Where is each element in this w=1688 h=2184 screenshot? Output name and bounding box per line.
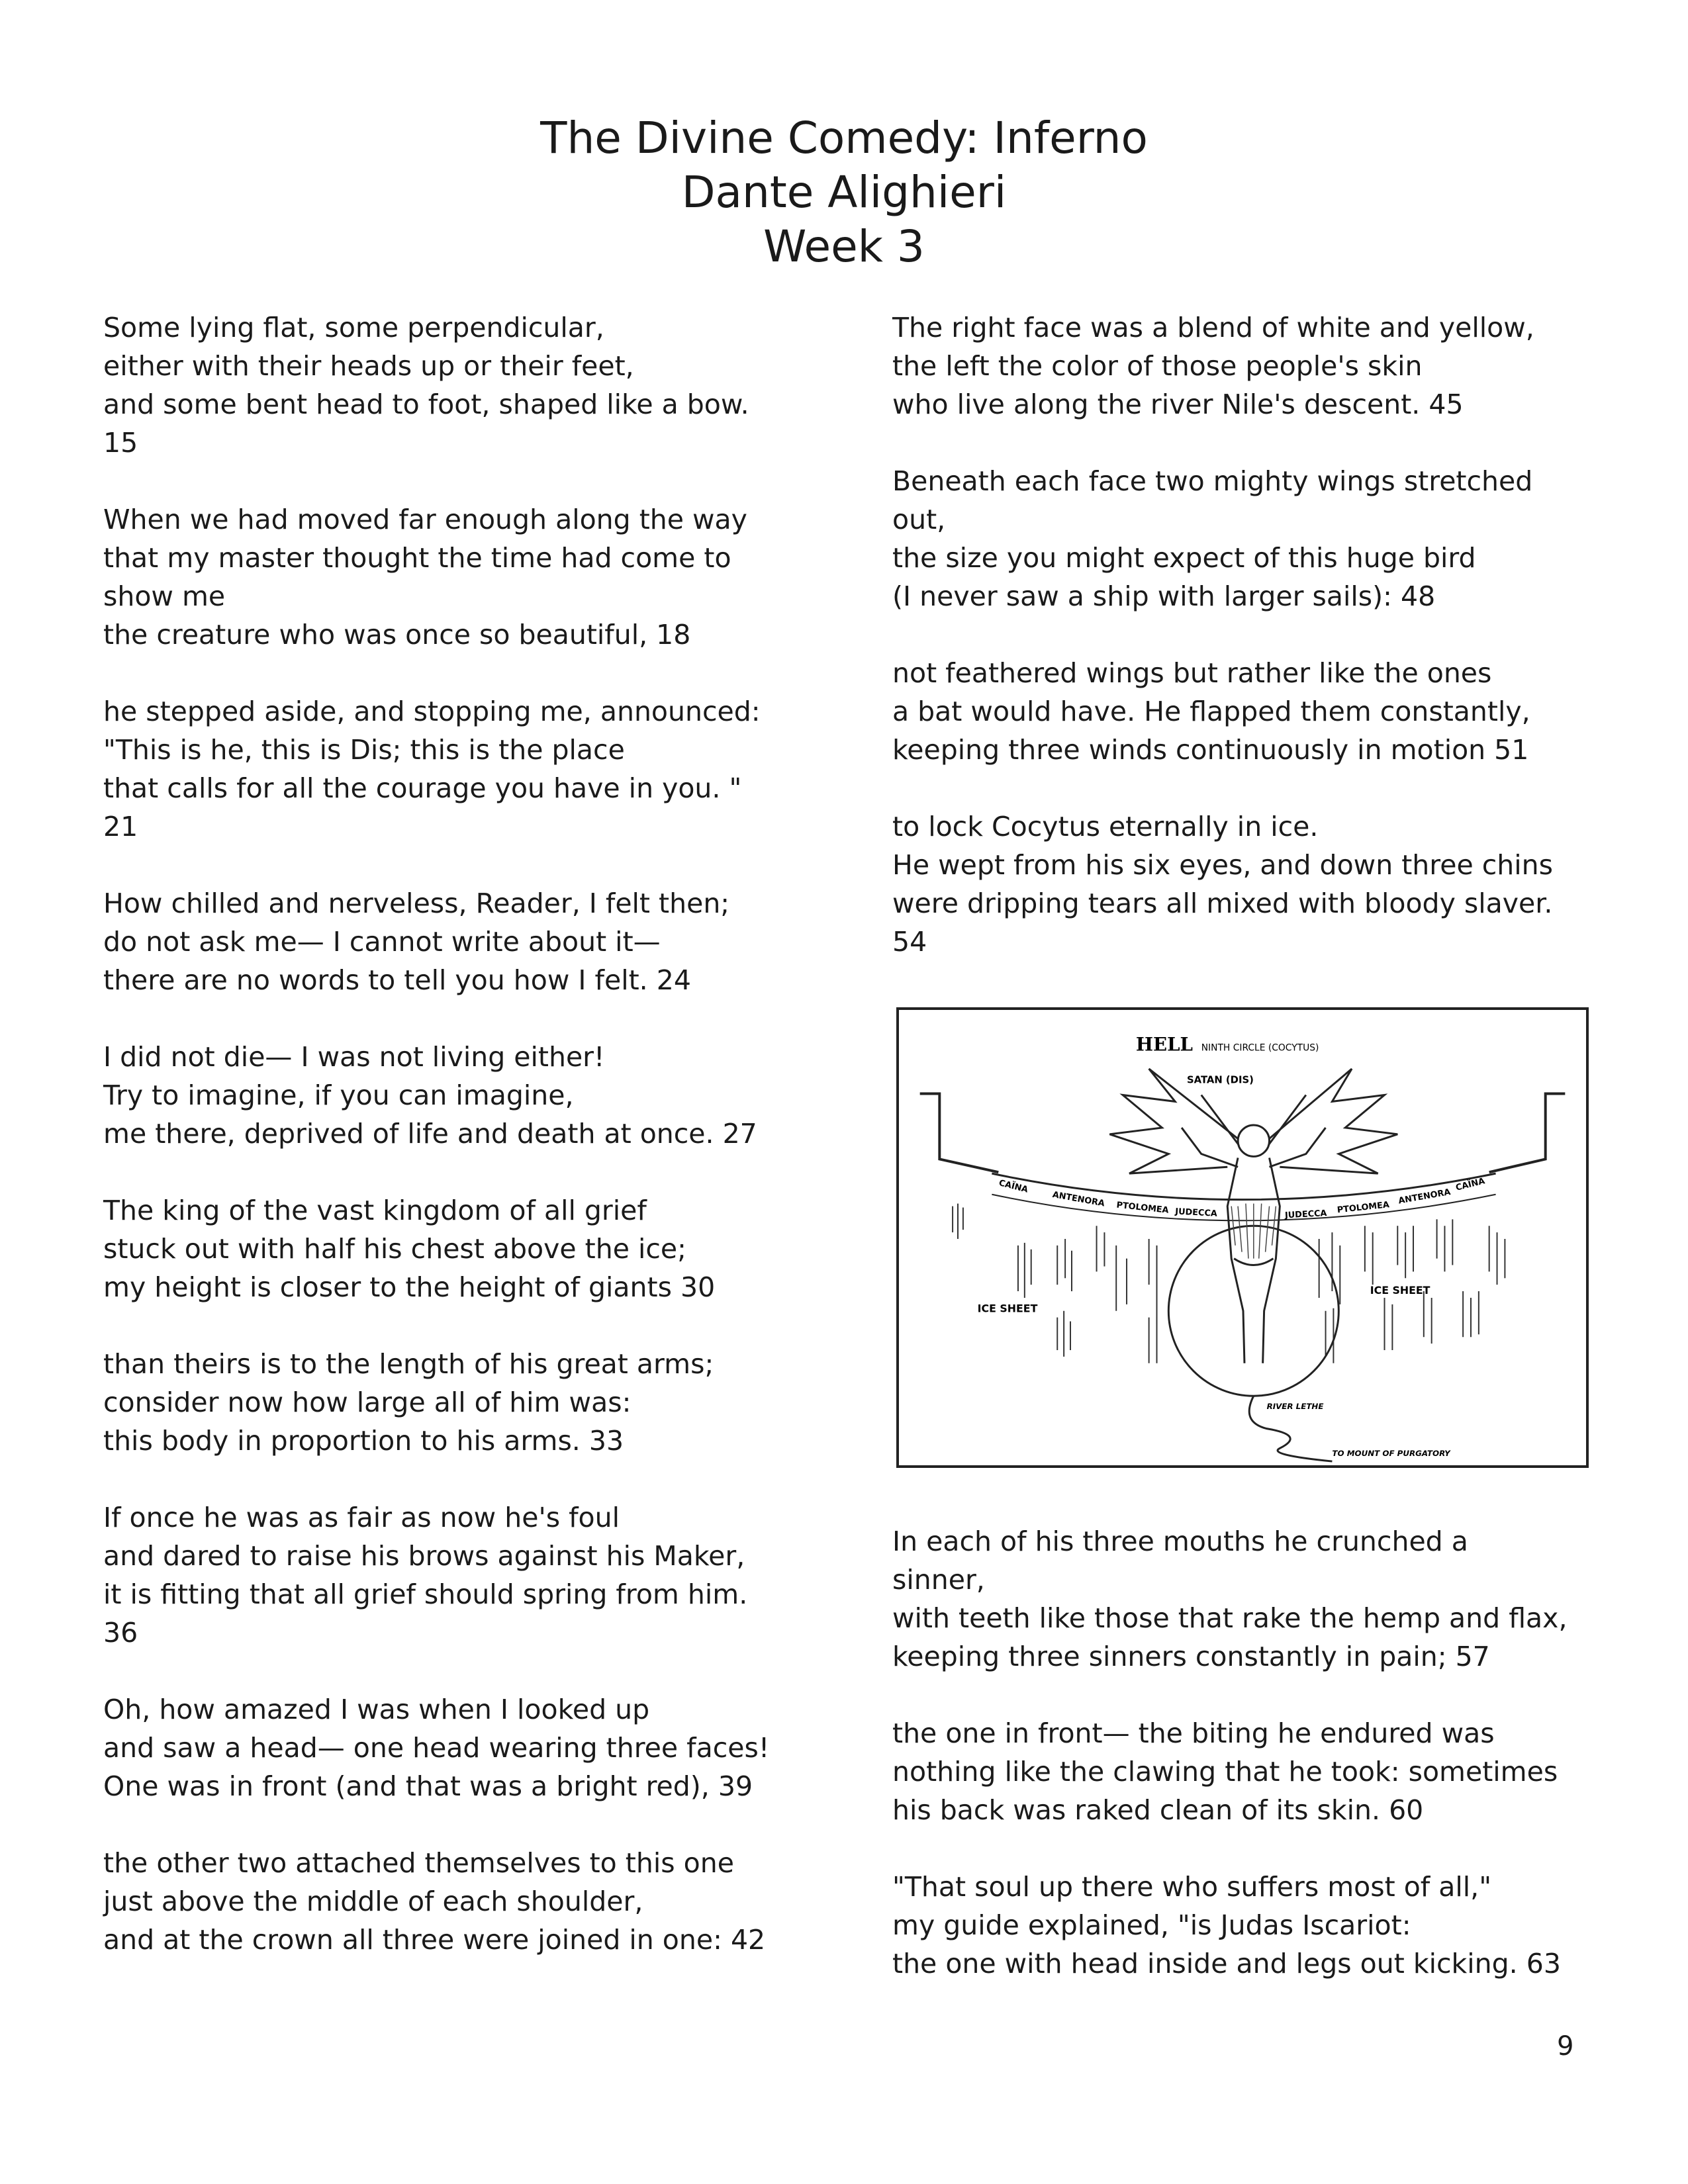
verse-line: me there, deprived of life and death at once. 27 <box>103 1118 757 1150</box>
page-title: The Divine Comedy: Inferno <box>540 113 1148 163</box>
verse-line: show me <box>103 580 226 612</box>
stanza <box>892 654 1607 769</box>
verse-line: were dripping tears all mixed with bloody slaver. <box>892 887 1553 919</box>
right-column-upper <box>892 308 1607 999</box>
purgatory-label: TO MOUNT OF PURGATORY <box>1332 1449 1450 1459</box>
hell-ninth-circle-illustration <box>896 1007 1589 1468</box>
title-block <box>0 111 1688 274</box>
verse-line: and dared to raise his brows against his Maker, <box>103 1540 745 1572</box>
verse-line: just above the middle of each shoulder, <box>103 1886 643 1917</box>
verse-line: that my master thought the time had come to <box>103 542 731 574</box>
stanza <box>892 308 1607 424</box>
verse-line: not feathered wings but rather like the ones <box>892 657 1492 689</box>
verse-line: 21 <box>103 811 138 842</box>
verse-line: keeping three winds continuously in motion 51 <box>892 734 1529 766</box>
label-judecca-left: JUDECCA <box>1174 1206 1218 1219</box>
verse-line: He wept from his six eyes, and down three chins <box>892 849 1553 881</box>
verse-line: the one with head inside and legs out kicking. 63 <box>892 1948 1561 1979</box>
verse-line: keeping three sinners constantly in pain; 57 <box>892 1641 1490 1672</box>
verse-line: it is fitting that all grief should spring from him. <box>103 1578 748 1610</box>
verse-line: that calls for all the courage you have in you. " <box>103 772 742 804</box>
verse-line: Oh, how amazed I was when I looked up <box>103 1694 650 1725</box>
label-ptolomea-left: PTOLOMEA <box>1115 1200 1170 1216</box>
verse-line: his back was raked clean of its skin. 60 <box>892 1794 1424 1826</box>
verse-line: there are no words to tell you how I felt. 24 <box>103 964 691 996</box>
verse-line: with teeth like those that rake the hemp and flax, <box>892 1602 1568 1634</box>
label-judecca-right: JUDECCA <box>1284 1208 1327 1221</box>
verse-line: a bat would have. He flapped them constantly, <box>892 696 1530 727</box>
stanza <box>103 1191 818 1306</box>
figure-subheading: NINTH CIRCLE (COCYTUS) <box>1201 1042 1319 1054</box>
verse-line: 15 <box>103 427 138 459</box>
page-number: 9 <box>1557 2031 1574 2062</box>
verse-line: 54 <box>892 926 927 958</box>
figure-heading: HELL <box>1135 1033 1193 1056</box>
author-name: Dante Alighieri <box>681 167 1007 218</box>
verse-line: the one in front— the biting he endured was <box>892 1717 1495 1749</box>
verse-line: the other two attached themselves to this one <box>103 1847 734 1879</box>
stanza <box>103 500 818 654</box>
label-antenora-right: ANTENORA <box>1397 1187 1452 1206</box>
verse-line: 36 <box>103 1617 138 1649</box>
week-label: Week 3 <box>763 221 925 272</box>
satan-label: SATAN (DIS) <box>1186 1074 1254 1086</box>
verse-line: do not ask me— I cannot write about it— <box>103 926 661 958</box>
verse-line: than theirs is to the length of his great arms; <box>103 1348 714 1380</box>
label-antenora-left: ANTENORA <box>1051 1189 1105 1209</box>
verse-line: nothing like the clawing that he took: sometimes <box>892 1756 1558 1788</box>
verse-line: either with their heads up or their feet, <box>103 350 634 382</box>
verse-line: and some bent head to foot, shaped like a bow. <box>103 388 749 420</box>
illustration-svg <box>899 1010 1586 1465</box>
verse-line: to lock Cocytus eternally in ice. <box>892 811 1319 842</box>
verse-line: "That soul up there who suffers most of all," <box>892 1871 1492 1903</box>
verse-line: and saw a head— one head wearing three faces! <box>103 1732 770 1764</box>
verse-line: "This is he, this is Dis; this is the place <box>103 734 625 766</box>
stanza <box>103 1498 818 1652</box>
verse-line: In each of his three mouths he crunched a <box>892 1525 1468 1557</box>
verse-line: my guide explained, "is Judas Iscariot: <box>892 1909 1411 1941</box>
stanza <box>103 1844 818 1959</box>
stanza <box>892 1868 1607 1983</box>
ice-sheet-label-left: ICE SHEET <box>977 1302 1038 1315</box>
verse-line: The right face was a blend of white and yellow, <box>892 312 1534 343</box>
verse-line: Beneath each face two mighty wings stretched <box>892 465 1533 497</box>
stanza <box>892 1522 1607 1676</box>
verse-line: the size you might expect of this huge bird <box>892 542 1476 574</box>
verse-line: he stepped aside, and stopping me, announced: <box>103 696 761 727</box>
satan-fur <box>1231 1204 1276 1259</box>
left-column <box>103 308 818 1997</box>
verse-line: this body in proportion to his arms. 33 <box>103 1425 624 1457</box>
verse-line: Try to imagine, if you can imagine, <box>103 1079 574 1111</box>
verse-line: When we had moved far enough along the way <box>103 504 747 535</box>
verse-line: stuck out with half his chest above the ice; <box>103 1233 686 1265</box>
left-rim <box>920 1094 999 1173</box>
verse-line: Some lying flat, some perpendicular, <box>103 312 604 343</box>
verse-line: the left the color of those people's skin <box>892 350 1423 382</box>
river-lethe-label: RIVER LETHE <box>1266 1401 1324 1411</box>
stanza <box>892 462 1607 615</box>
verse-line: out, <box>892 504 946 535</box>
label-caina-left: CAÏNA <box>998 1178 1029 1195</box>
verse-line: my height is closer to the height of giants 30 <box>103 1271 716 1303</box>
verse-line: who live along the river Nile's descent. 45 <box>892 388 1464 420</box>
verse-line: consider now how large all of him was: <box>103 1387 632 1418</box>
verse-line: How chilled and nerveless, Reader, I felt then; <box>103 887 730 919</box>
right-rim <box>1489 1094 1566 1173</box>
label-caina-right: CAÏNA <box>1454 1176 1486 1193</box>
stanza <box>103 1345 818 1460</box>
stanza <box>892 1714 1607 1829</box>
ice-sheet-label-right: ICE SHEET <box>1370 1284 1430 1297</box>
verse-line: (I never saw a ship with larger sails): 48 <box>892 580 1436 612</box>
verse-line: and at the crown all three were joined in one: 42 <box>103 1924 766 1956</box>
stanza <box>103 1038 818 1153</box>
verse-line: One was in front (and that was a bright red), 39 <box>103 1770 753 1802</box>
stanza <box>103 692 818 846</box>
label-ptolomea-right: PTOLOMEA <box>1336 1200 1390 1216</box>
verse-line: sinner, <box>892 1564 985 1596</box>
right-column-lower <box>892 1522 1607 2021</box>
stanza <box>103 884 818 999</box>
stanza <box>103 1690 818 1805</box>
stanza <box>892 807 1607 961</box>
verse-line: If once he was as fair as now he's foul <box>103 1502 620 1533</box>
stanza <box>103 308 818 462</box>
verse-line: The king of the vast kingdom of all grief <box>103 1195 647 1226</box>
verse-line: I did not die— I was not living either! <box>103 1041 605 1073</box>
verse-line: the creature who was once so beautiful, 18 <box>103 619 691 651</box>
